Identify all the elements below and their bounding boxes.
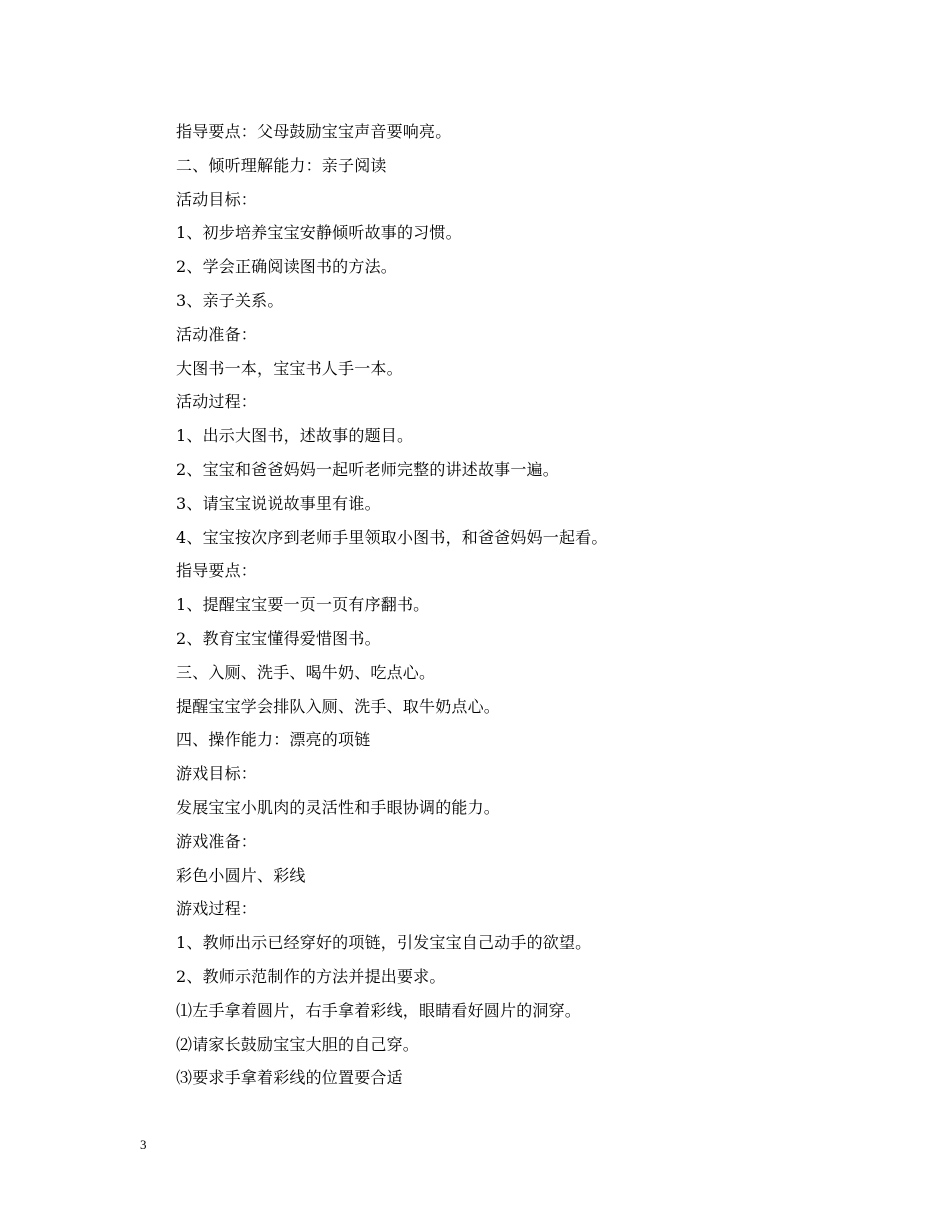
text-line: 2、宝宝和爸爸妈妈一起听老师完整的讲述故事一遍。: [176, 459, 559, 479]
text-line: 发展宝宝小肌肉的灵活性和手眼协调的能力。: [176, 797, 501, 817]
text-line: 活动准备：: [176, 324, 258, 344]
text-line: 指导要点：: [176, 561, 258, 581]
text-line: 1、提醒宝宝要一页一页有序翻书。: [176, 595, 430, 615]
section-heading: 三、入厕、洗手、喝牛奶、吃点心。: [176, 662, 436, 682]
text-line: 游戏目标：: [176, 764, 258, 784]
text-line: 1、教师出示已经穿好的项链，引发宝宝自己动手的欲望。: [176, 933, 592, 953]
text-line: 大图书一本，宝宝书人手一本。: [176, 358, 403, 378]
text-line: 4、宝宝按次序到老师手里领取小图书，和爸爸妈妈一起看。: [176, 527, 608, 547]
section-heading: 二、倾听理解能力：亲子阅读: [176, 155, 387, 175]
text-line: 1、出示大图书，述故事的题目。: [176, 426, 414, 446]
text-line: 3、请宝宝说说故事里有谁。: [176, 493, 381, 513]
text-line: ⑵请家长鼓励宝宝大胆的自己穿。: [176, 1034, 420, 1054]
text-line: ⑴左手拿着圆片，右手拿着彩线，眼睛看好圆片的洞穿。: [176, 1000, 582, 1020]
text-line: 游戏过程：: [176, 899, 258, 919]
page-number: 3: [140, 1137, 147, 1152]
section-heading: 四、操作能力：漂亮的项链: [176, 730, 371, 750]
text-line: 指导要点：父母鼓励宝宝声音要响亮。: [176, 122, 452, 141]
document-body: [176, 115, 816, 1095]
text-line: 提醒宝宝学会排队入厕、洗手、取牛奶点心。: [176, 696, 501, 716]
text-line: 彩色小圆片、彩线: [176, 865, 306, 885]
text-line: 2、学会正确阅读图书的方法。: [176, 257, 397, 277]
text-line: ⑶要求手拿着彩线的位置要合适: [176, 1068, 403, 1088]
text-line: 2、教师示范制作的方法并提出要求。: [176, 966, 446, 986]
text-line: 3、亲子关系。: [176, 290, 284, 310]
text-line: 1、初步培养宝宝安静倾听故事的习惯。: [176, 223, 462, 243]
text-line: 游戏准备：: [176, 831, 258, 851]
text-line: 活动目标：: [176, 189, 258, 209]
text-line: 2、教育宝宝懂得爱惜图书。: [176, 628, 381, 648]
text-line: 活动过程：: [176, 392, 258, 412]
